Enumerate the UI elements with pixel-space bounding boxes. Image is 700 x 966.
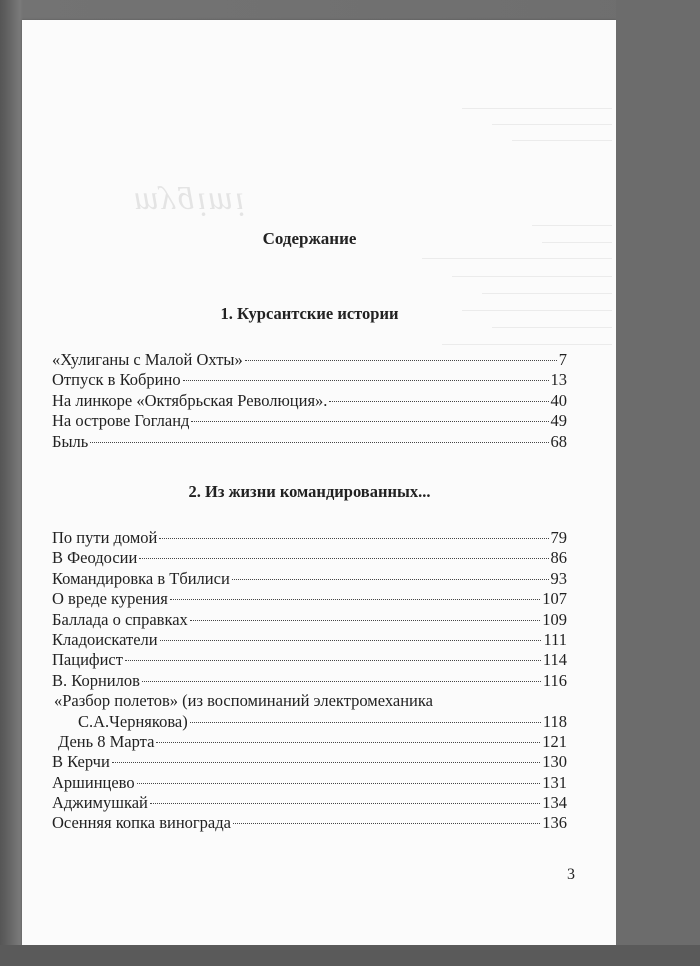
section-1-entries <box>52 350 567 452</box>
toc-entry[interactable] <box>52 589 567 609</box>
toc-entry[interactable] <box>52 671 567 691</box>
toc-entry-label: В. Корнилов <box>52 670 140 690</box>
page-title: Содержание <box>262 229 357 248</box>
toc-entry[interactable] <box>52 773 567 793</box>
toc-entry[interactable] <box>52 548 567 568</box>
dot-leader <box>156 742 540 743</box>
dot-leader <box>125 660 541 661</box>
dot-leader <box>190 722 541 723</box>
toc-entry[interactable] <box>52 752 567 772</box>
toc-entry[interactable] <box>52 650 567 670</box>
scanner-shadow-bottom <box>0 945 700 966</box>
toc-entry-label: На линкоре «Октябрьская Революция». <box>52 390 328 410</box>
toc-entry-page: 79 <box>550 528 567 547</box>
toc-entry-label: Аршинцево <box>52 772 135 792</box>
toc-entry-page: 107 <box>542 589 567 609</box>
dot-leader <box>159 538 548 539</box>
bleed-through-decoration: ᴉɯᴉƃʎɯ <box>22 20 616 945</box>
toc-entry-page: 49 <box>550 411 567 431</box>
toc-entry-page: 136 <box>542 813 567 833</box>
toc-entry-page: 121 <box>542 731 567 751</box>
toc-entry-page: 93 <box>550 568 567 588</box>
toc-entry-page: 130 <box>542 752 567 772</box>
dot-leader <box>160 640 542 641</box>
toc-entry[interactable] <box>52 432 567 452</box>
dot-leader <box>191 421 548 422</box>
dot-leader <box>245 360 557 361</box>
toc-entry-page: 116 <box>542 670 567 690</box>
dot-leader <box>139 558 548 559</box>
toc-entry-label: Отпуск в Кобрино <box>52 370 181 390</box>
toc-entry[interactable] <box>52 793 567 813</box>
dot-leader <box>233 823 540 824</box>
dot-leader <box>150 803 540 804</box>
toc-entry-label: Осенняя копка винограда <box>52 813 231 833</box>
toc-entry[interactable] <box>52 391 567 411</box>
toc-entry-label: Аджимушкай <box>52 793 148 813</box>
toc-entry-label: Баллада о справках <box>52 609 188 629</box>
toc-entry[interactable] <box>52 370 567 390</box>
dot-leader <box>170 599 540 600</box>
section-2-entries <box>52 528 567 834</box>
toc-entry[interactable] <box>52 350 567 370</box>
dot-leader <box>112 762 540 763</box>
toc-entry-label: «Хулиганы с Малой Охты» <box>52 350 243 369</box>
dot-leader <box>190 620 540 621</box>
toc-entry[interactable] <box>52 569 567 589</box>
toc-entry-page: 109 <box>542 609 567 629</box>
dot-leader <box>183 380 549 381</box>
section-title-2: 2. Из жизни командированных... <box>188 482 431 501</box>
dot-leader <box>142 681 541 682</box>
toc-entry[interactable] <box>52 813 567 833</box>
section-title-1: 1. Курсантские истории <box>220 304 399 323</box>
toc-entry-page: 134 <box>542 793 567 813</box>
toc-entry-page: 40 <box>550 390 567 410</box>
toc-entry-second-line <box>52 712 567 732</box>
scanner-shadow-right <box>616 0 700 966</box>
toc-entry-label: О вреде курения <box>52 589 168 609</box>
dot-leader <box>329 401 548 402</box>
toc-entry[interactable] <box>52 630 567 650</box>
toc-entry-page: 68 <box>550 431 567 451</box>
toc-entry-page: 111 <box>543 629 567 649</box>
book-page <box>22 20 616 945</box>
toc-entry-label: В Керчи <box>52 752 110 772</box>
toc-entry-label: В Феодосии <box>52 548 138 568</box>
dot-leader <box>232 579 549 580</box>
toc-entry-page: 86 <box>550 548 567 568</box>
toc-entry[interactable] <box>52 732 567 752</box>
toc-entry[interactable] <box>52 411 567 431</box>
toc-entry-page: 118 <box>542 711 567 731</box>
toc-entry-label: Пацифист <box>52 650 123 670</box>
toc-entry-label: День 8 Марта <box>58 731 155 751</box>
toc-entry-page: 131 <box>542 772 567 792</box>
page-number: 3 <box>567 866 575 883</box>
toc-entry-label: По пути домой <box>52 528 158 547</box>
toc-entry-label: Быль <box>52 431 89 451</box>
toc-entry-multiline[interactable] <box>52 691 567 732</box>
toc-entry-page: 13 <box>550 370 567 390</box>
toc-entry-page: 114 <box>542 650 567 670</box>
toc-entry[interactable] <box>52 528 567 548</box>
toc-entry-page: 7 <box>558 350 567 369</box>
dot-leader <box>137 783 541 784</box>
toc-entry-label-line2: С.А.Чернякова) <box>78 711 188 731</box>
toc-entry[interactable] <box>52 610 567 630</box>
toc-entry-label: Кладоискатели <box>52 629 158 649</box>
toc-entry-label: На острове Гогланд <box>52 411 190 431</box>
toc-entry-label-line1: «Разбор полетов» (из воспоминаний электромеханика <box>54 691 433 711</box>
toc-entry-label: Командировка в Тбилиси <box>52 568 230 588</box>
dot-leader <box>90 442 548 443</box>
